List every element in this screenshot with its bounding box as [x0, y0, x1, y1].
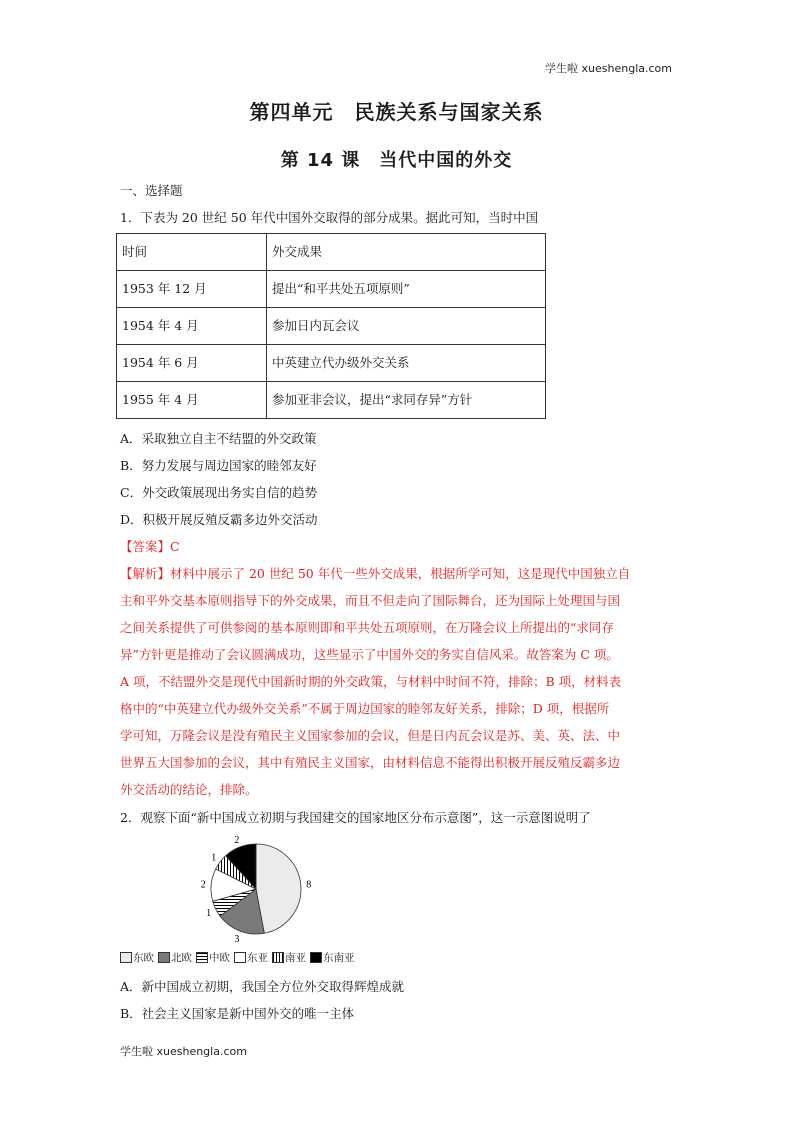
q2-option-b: B．社会主义国家是新中国外交的唯一主体 [120, 1006, 355, 1021]
question-2-stem: 2．观察下面“新中国成立初期与我国建交的国家地区分布示意图”，这一示意图说明了 [120, 810, 591, 825]
table-header-row [117, 234, 546, 271]
q1-analysis-line: 之间关系提供了可供参阅的基本原则即和平共处五项原则，在万隆会议上所提出的“求同存 [120, 620, 614, 635]
legend-swatch [234, 952, 246, 963]
legend-item [196, 950, 230, 965]
q1-answer: 【答案】C [120, 539, 180, 554]
q1-analysis-line: 学可知，万隆会议是没有殖民主义国家参加的会议，但是日内瓦会议是苏、美、英、法、中 [120, 728, 621, 743]
pie-data-label: 8 [306, 879, 312, 891]
q1-analysis-line: 世界五大国参加的会议，其中有殖民主义国家，由材料信息不能得出积极开展反殖反霸多边 [120, 755, 621, 770]
pie-chart-legend [120, 950, 359, 965]
legend-swatch [310, 952, 322, 963]
table-cell: 参加亚非会议，提出“求同存异”方针 [267, 382, 546, 419]
legend-label: 东亚 [247, 952, 268, 964]
q1-analysis-line: 异”方针更是推动了会议圆满成功，这些显示了中国外交的务实自信风采。故答案为 C 项。 [120, 647, 619, 662]
legend-swatch [196, 952, 208, 963]
q2-option-a: A．新中国成立初期，我国全方位外交取得辉煌成就 [120, 979, 405, 994]
footer-site-name: 学生啦 xueshengla.com [120, 1045, 247, 1058]
legend-swatch [272, 952, 284, 963]
legend-item [158, 950, 192, 965]
q1-option-a: A．采取独立自主不结盟的外交政策 [120, 431, 317, 446]
legend-item [272, 950, 306, 965]
legend-label: 东欧 [133, 952, 154, 964]
legend-item [234, 950, 268, 965]
legend-label: 南亚 [285, 952, 306, 964]
table-cell: 中英建立代办级外交关系 [267, 345, 546, 382]
q1-option-b: B．努力发展与周边国家的睦邻友好 [120, 458, 317, 473]
table-row [117, 345, 546, 382]
question-1-stem: 1．下表为 20 世纪 50 年代中国外交取得的部分成果。据此可知，当时中国 [120, 210, 539, 225]
diplomacy-results-table [116, 233, 546, 419]
q1-analysis-line: 格中的“中英建立代办级外交关系”不属于周边国家的睦邻友好关系，排除；D 项，根据所 [120, 701, 610, 716]
q1-analysis-line: 外交活动的结论，排除。 [120, 782, 258, 797]
legend-label: 东南亚 [323, 952, 355, 964]
section-heading: 一、选择题 [120, 183, 183, 198]
table-header-cell: 外交成果 [267, 234, 546, 271]
table-cell: 提出“和平共处五项原则” [267, 271, 546, 308]
header-site-name: 学生啦 xueshengla.com [545, 62, 672, 75]
legend-swatch [158, 952, 170, 963]
table-cell: 参加日内瓦会议 [267, 308, 546, 345]
table-header-cell: 时间 [117, 234, 267, 271]
q1-analysis-line: A 项，不结盟外交是现代中国新时期的外交政策，与材料中时间不符，排除；B 项，材料表 [120, 674, 622, 689]
table-cell: 1954 年 6 月 [117, 345, 267, 382]
pie-data-label: 3 [234, 933, 240, 945]
table-cell: 1953 年 12 月 [117, 271, 267, 308]
unit-title: 第四单元 民族关系与国家关系 [249, 100, 544, 124]
q1-option-c: C．外交政策展现出务实自信的趋势 [120, 485, 318, 500]
legend-swatch [120, 952, 132, 963]
pie-slice-东欧 [256, 844, 301, 933]
legend-label: 北欧 [171, 952, 192, 964]
table-row [117, 382, 546, 419]
legend-label: 中欧 [209, 952, 230, 964]
table-cell: 1955 年 4 月 [117, 382, 267, 419]
country-distribution-pie-chart [196, 832, 326, 947]
lesson-title: 第 14 课 当代中国的外交 [280, 150, 513, 171]
pie-data-label: 2 [200, 879, 206, 891]
pie-data-label: 1 [211, 852, 217, 864]
legend-item [120, 950, 154, 965]
q1-analysis-line: 【解析】材料中展示了 20 世纪 50 年代一些外交成果，根据所学可知，这是现代中国独立自 [120, 566, 631, 581]
table-row [117, 271, 546, 308]
table-cell: 1954 年 4 月 [117, 308, 267, 345]
pie-data-label: 2 [234, 835, 240, 847]
q1-analysis-line: 主和平外交基本原则指导下的外交成果，而且不但走向了国际舞台，还为国际上处理国与国 [120, 593, 621, 608]
q1-option-d: D．积极开展反殖反霸多边外交活动 [120, 512, 318, 527]
legend-item [310, 950, 355, 965]
table-row [117, 308, 546, 345]
pie-data-label: 1 [206, 908, 212, 920]
